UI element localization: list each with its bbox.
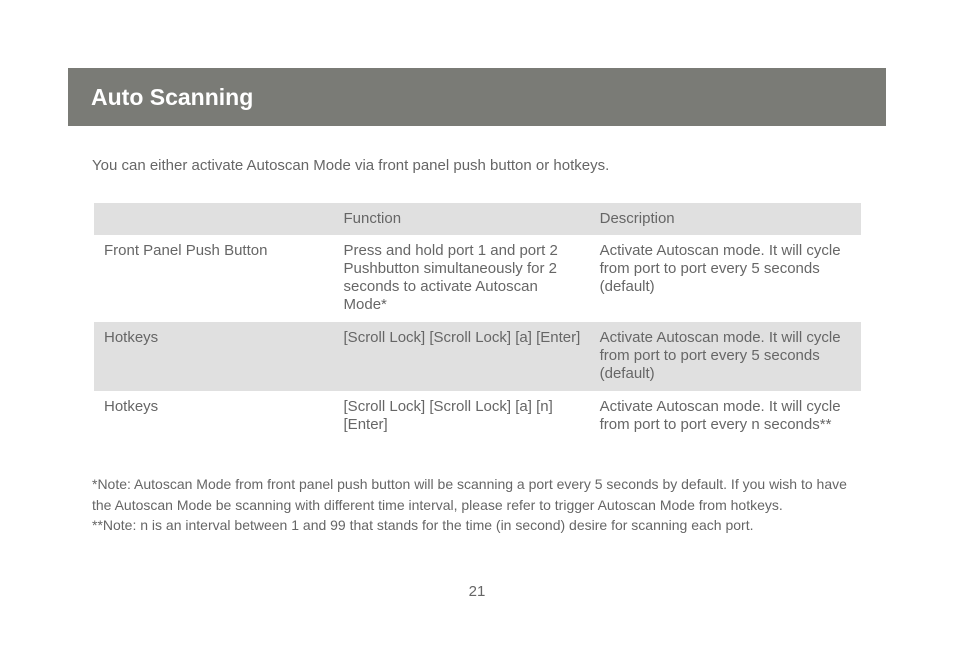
table-header-row xyxy=(94,203,861,235)
header-cell-method xyxy=(94,203,344,235)
method-cell: Front Panel Push Button xyxy=(104,242,268,259)
description-cell: Activate Autoscan mode. It will cycle from port to port every n seconds** xyxy=(599,398,841,433)
header-cell-description: Description xyxy=(599,210,675,227)
section-title: Auto Scanning xyxy=(91,84,254,110)
function-cell: Press and hold port 1 and port 2 Pushbutton simultaneously for 2 seconds to activate Autoscan Mode* xyxy=(343,242,558,313)
page-number: 21 xyxy=(468,583,486,600)
footnotes xyxy=(92,474,852,536)
method-cell: Hotkeys xyxy=(104,329,159,346)
section-header xyxy=(68,68,886,126)
function-cell: [Scroll Lock] [Scroll Lock] [a] [Enter] xyxy=(343,329,581,346)
description-cell: Activate Autoscan mode. It will cycle from port to port every 5 seconds (default) xyxy=(599,242,841,295)
table-row xyxy=(94,322,861,391)
footnote-interval: **Note: n is an interval between 1 and 99 that stands for the time (in second) desire for scanning each port. xyxy=(92,517,754,533)
footnote-autoscan-default: *Note: Autoscan Mode from front panel push button will be scanning a port every 5 seconds by default. If you wish to have the Autoscan Mode be scanning with different time interval, please refer to trigger Autoscan Mode from hotkeys. xyxy=(92,476,847,513)
function-cell: [Scroll Lock] [Scroll Lock] [a] [n] [Enter] xyxy=(343,398,553,433)
header-cell-function: Function xyxy=(343,210,402,227)
intro-text: You can either activate Autoscan Mode via front panel push button or hotkeys. xyxy=(92,157,610,174)
table-row xyxy=(94,235,861,322)
autoscan-table xyxy=(94,203,861,442)
table-row xyxy=(94,391,861,442)
method-cell: Hotkeys xyxy=(104,398,159,415)
description-cell: Activate Autoscan mode. It will cycle from port to port every 5 seconds (default) xyxy=(599,329,841,382)
